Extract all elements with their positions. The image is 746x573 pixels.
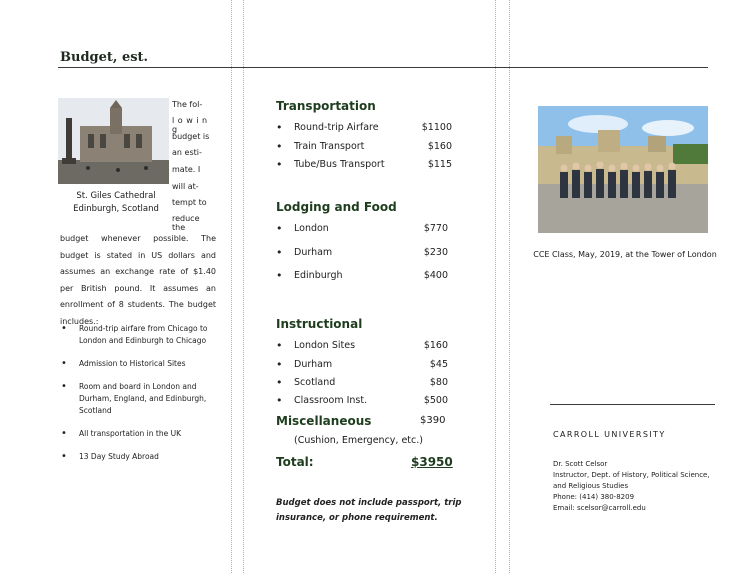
intro-wrap-line: reduce the <box>172 214 200 232</box>
intro-wrap-line: l o w i n g <box>172 116 208 134</box>
panel-guide <box>243 0 244 573</box>
intro-wrap-line: will at- <box>172 182 199 191</box>
intro-wrap-line: The fol- <box>172 100 203 109</box>
total-label: Total: <box>276 455 314 469</box>
intro-wrap-line: mate. I <box>172 165 201 174</box>
caption-line: Edinburgh, Scotland <box>73 204 159 214</box>
contact-divider <box>550 404 715 405</box>
university-name: CARROLL UNIVERSITY <box>553 430 666 439</box>
tower-of-london-photo <box>538 106 708 233</box>
page-title: Budget, est. <box>60 50 149 65</box>
panel-guide <box>509 0 510 573</box>
lodging-heading: Lodging and Food <box>276 200 397 214</box>
intro-wrap-line: budget is <box>172 132 210 141</box>
total-amount: $3950 <box>411 455 453 469</box>
budget-note: Budget does not include passport, trip insurance, or phone requirement. <box>276 498 462 523</box>
panel-guide <box>495 0 496 573</box>
contact-block <box>553 459 723 514</box>
phone-number: Phone: (414) 380-8209 <box>553 493 635 501</box>
email-address[interactable]: Email: scelsor@carroll.edu <box>553 504 646 512</box>
list-item: • Room and board in London and Durham, England, and Edinburgh, Scotland <box>60 381 220 417</box>
tower-caption: CCE Class, May, 2019, at the Tower of London <box>533 250 717 259</box>
list-item: • 13 Day Study Abroad <box>60 451 220 463</box>
list-item: • Admission to Historical Sites <box>60 358 220 370</box>
transportation-heading: Transportation <box>276 99 376 113</box>
intro-wrap-line: tempt to <box>172 198 207 207</box>
misc-heading: Miscellaneous <box>276 414 372 428</box>
header-divider <box>58 67 708 68</box>
instructor-title: Instructor, Dept. of History, Political Science, and Religious Studies <box>553 471 710 490</box>
misc-note: (Cushion, Emergency, etc.) <box>294 435 423 446</box>
misc-amount: $390 <box>420 415 446 426</box>
includes-list <box>60 323 220 474</box>
panel-guide <box>231 0 232 573</box>
list-item: • All transportation in the UK <box>60 428 220 440</box>
intro-paragraph: budget whenever possible. The budget is stated in US dollars and assumes an exchange rate of $1.40 per British pound. It assumes an enrollment of 8 students. The budget includes.: <box>60 234 216 326</box>
instructional-heading: Instructional <box>276 317 363 331</box>
intro-wrap-line: an esti- <box>172 148 202 157</box>
caption-line: St. Giles Cathedral <box>76 191 156 201</box>
list-item: • Round-trip airfare from Chicago to London and Edinburgh to Chicago <box>60 323 220 347</box>
cathedral-caption <box>60 190 172 216</box>
instructor-name: Dr. Scott Celsor <box>553 460 608 468</box>
cathedral-photo <box>58 98 169 184</box>
